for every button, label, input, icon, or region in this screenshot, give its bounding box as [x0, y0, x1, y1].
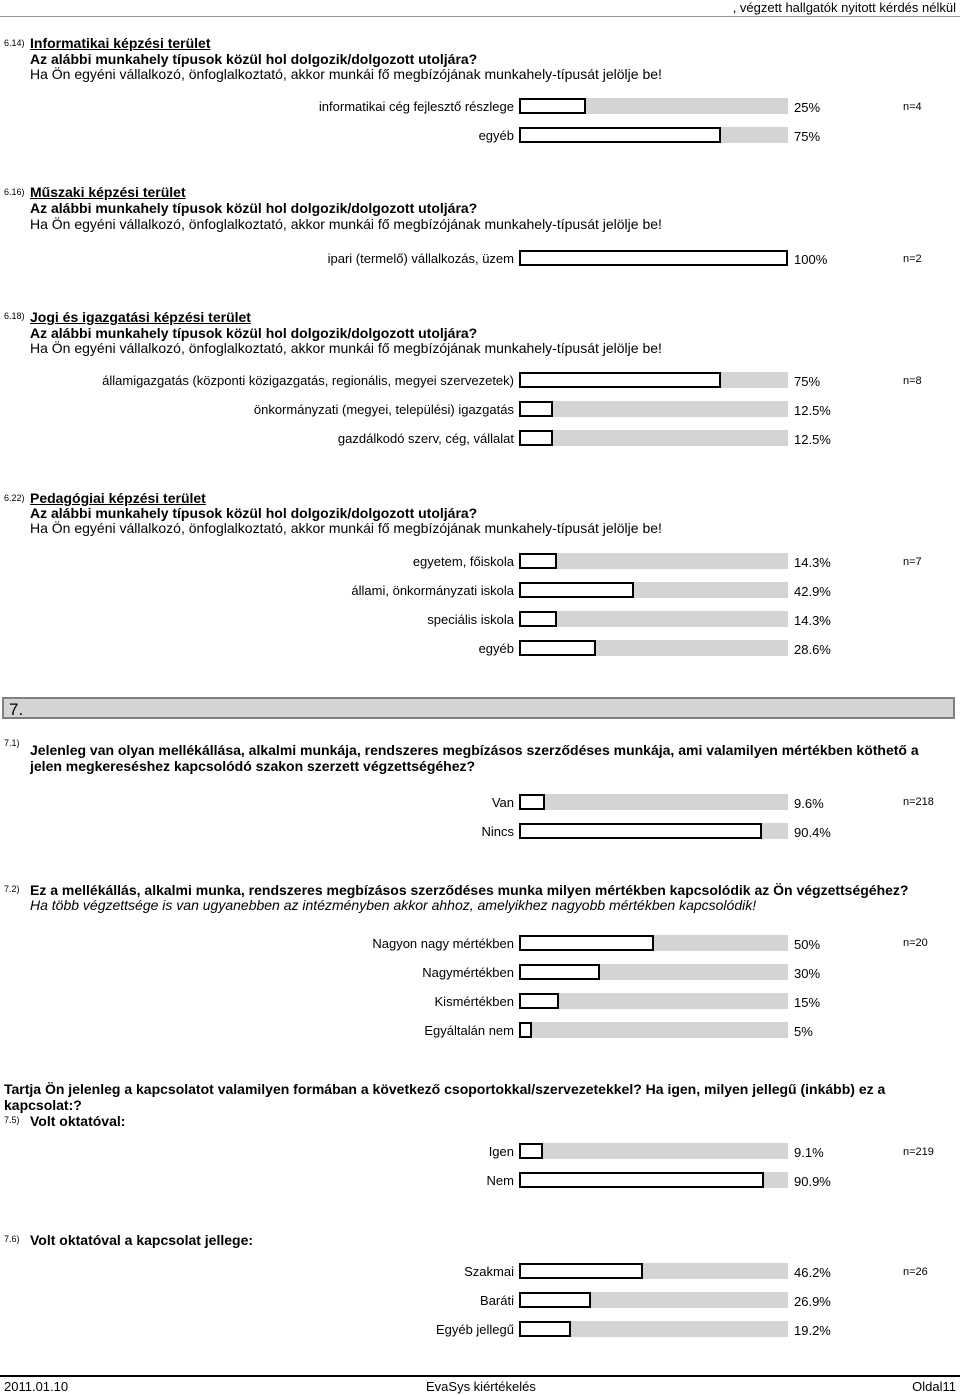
bar-fill [519, 1263, 643, 1279]
bar-track [519, 640, 788, 656]
sample-size: n=4 [903, 101, 922, 113]
question-number: 7.5) [4, 1115, 20, 1125]
answer-label: önkormányzati (megyei, települési) igazgatás [253, 402, 514, 417]
question-text: Ez a mellékállás, alkalmi munka, rendszeres megbízásos szerződéses munka milyen mértékben kapcsolódik az Ön végzettségéhez? [30, 882, 909, 898]
answer-label: informatikai cég fejlesztő részlege [318, 99, 514, 114]
question-number: 6.16) [4, 187, 25, 197]
answer-percent: 12.5% [794, 403, 831, 418]
bar-fill [519, 640, 596, 656]
bar-fill [519, 1172, 764, 1188]
bar-fill [519, 964, 600, 980]
bar-fill [519, 611, 557, 627]
answer-label: állami, önkormányzati iskola [351, 583, 514, 598]
question-note: Ha több végzettsége is van ugyanebben az intézményben akkor ahhoz, amelyikhez nagyobb mértékben kapcsolódik! [30, 897, 757, 913]
answer-percent: 30% [794, 966, 821, 981]
answer-percent: 14.3% [794, 555, 831, 570]
answer-label: Baráti [480, 1293, 514, 1308]
bar-track [519, 1172, 788, 1188]
bar-track [519, 401, 788, 417]
question-title: Volt oktatóval: [30, 1113, 126, 1129]
question-number: 6.14) [4, 38, 25, 48]
bar-fill [519, 1143, 543, 1159]
question-subtitle: Az alábbi munkahely típusok közül hol dolgozik/dolgozott utoljára? [30, 51, 478, 67]
question-number: 6.18) [4, 311, 25, 321]
answer-label: Igen [488, 1144, 514, 1159]
bar-fill [519, 823, 762, 839]
bar-track [519, 582, 788, 598]
answer-label: államigazgatás (központi közigazgatás, regionális, megyei szervezetek) [102, 373, 514, 388]
question-note: Ha Ön egyéni vállalkozó, önfoglalkoztató, akkor munkái fő megbízójának munkahely-típusát jelölje be! [30, 520, 662, 536]
bar-fill [519, 993, 559, 1009]
question-number: 7.2) [4, 884, 20, 894]
question-title: Műszaki képzési terület [30, 184, 186, 200]
bar-fill [519, 553, 557, 569]
bar-fill [519, 1022, 532, 1038]
bar-track [519, 1321, 788, 1337]
question-subtitle: Az alábbi munkahely típusok közül hol dolgozik/dolgozott utoljára? [30, 505, 478, 521]
bar-fill [519, 372, 721, 388]
question-title: Volt oktatóval a kapcsolat jellege: [30, 1232, 254, 1248]
bar-track [519, 964, 788, 980]
answer-percent: 19.2% [794, 1323, 831, 1338]
answer-label: egyéb [478, 128, 514, 143]
sample-size: n=7 [903, 556, 922, 568]
section-header: 7. [2, 697, 955, 719]
bar-fill [519, 127, 721, 143]
sample-size: n=20 [903, 937, 928, 949]
question-number: 7.1) [4, 738, 20, 748]
sample-size: n=26 [903, 1266, 928, 1278]
contact-question: Tartja Ön jelenleg a kapcsolatot valamilyen formában a következő csoportokkal/szervezetekkel? Ha igen, milyen jellegű (inkább) ez a kapcsolat:? [4, 1081, 886, 1113]
answer-percent: 90.4% [794, 825, 831, 840]
answer-label: Nagyon nagy mértékben [372, 936, 514, 951]
bar-fill [519, 250, 788, 266]
answer-percent: 46.2% [794, 1265, 831, 1280]
answer-percent: 100% [794, 252, 828, 267]
bar-fill [519, 401, 553, 417]
bar-fill [519, 935, 654, 951]
answer-label: Egyéb jellegű [435, 1322, 514, 1337]
question-title: Informatikai képzési terület [30, 35, 211, 51]
question-number: 6.22) [4, 493, 25, 503]
answer-percent: 15% [794, 995, 821, 1010]
answer-label: Kismértékben [434, 994, 514, 1009]
answer-percent: 9.6% [794, 796, 824, 811]
bar-track [519, 993, 788, 1009]
bar-fill [519, 582, 634, 598]
answer-percent: 26.9% [794, 1294, 831, 1309]
answer-percent: 25% [794, 100, 821, 115]
answer-label: Nagymértékben [422, 965, 514, 980]
bar-track [519, 250, 788, 266]
answer-label: Nem [486, 1173, 514, 1188]
page-header-title: , végzett hallgatók nyitott kérdés nélkül [732, 0, 956, 15]
question-subtitle: Az alábbi munkahely típusok közül hol dolgozik/dolgozott utoljára? [30, 200, 478, 216]
bar-track [519, 794, 788, 810]
bar-track [519, 372, 788, 388]
question-title: Jogi és igazgatási képzési terület [30, 309, 251, 325]
bar-track [519, 1143, 788, 1159]
header-divider [0, 16, 960, 17]
answer-percent: 14.3% [794, 613, 831, 628]
sample-size: n=219 [903, 1146, 934, 1158]
answer-label: Egyáltalán nem [424, 1023, 514, 1038]
bar-fill [519, 1292, 591, 1308]
bar-track [519, 611, 788, 627]
answer-label: Szakmai [464, 1264, 514, 1279]
bar-track [519, 98, 788, 114]
answer-label: gazdálkodó szerv, cég, vállalat [337, 431, 514, 446]
bar-track [519, 430, 788, 446]
question-text: Jelenleg van olyan mellékállása, alkalmi munkája, rendszeres megbízásos szerződéses munkája, ami valamilyen mértékben köthető a jelen megkereséshez kapcsolódó szakon szerzett végzettségéhez? [30, 742, 919, 774]
question-note: Ha Ön egyéni vállalkozó, önfoglalkoztató, akkor munkái fő megbízójának munkahely-típusát jelölje be! [30, 340, 662, 356]
question-title: Pedagógiai képzési terület [30, 490, 206, 506]
bar-track [519, 823, 788, 839]
bar-fill [519, 430, 553, 446]
answer-label: ipari (termelő) vállalkozás, üzem [327, 251, 514, 266]
answer-label: speciális iskola [427, 612, 514, 627]
question-subtitle: Az alábbi munkahely típusok közül hol dolgozik/dolgozott utoljára? [30, 325, 478, 341]
bar-fill [519, 98, 586, 114]
answer-percent: 75% [794, 129, 821, 144]
answer-label: Van [491, 795, 514, 810]
sample-size: n=218 [903, 796, 934, 808]
sample-size: n=2 [903, 253, 922, 265]
bar-track [519, 1022, 788, 1038]
answer-percent: 75% [794, 374, 821, 389]
bar-fill [519, 1321, 571, 1337]
answer-percent: 12.5% [794, 432, 831, 447]
question-number: 7.6) [4, 1234, 20, 1244]
answer-percent: 5% [794, 1024, 813, 1039]
footer-page: Oldal11 [912, 1379, 956, 1394]
answer-label: egyetem, főiskola [412, 554, 514, 569]
bar-track [519, 553, 788, 569]
bar-track [519, 935, 788, 951]
answer-percent: 9.1% [794, 1145, 824, 1160]
answer-percent: 50% [794, 937, 821, 952]
sample-size: n=8 [903, 375, 922, 387]
footer-date: 2011.01.10 [4, 1379, 69, 1394]
question-note: Ha Ön egyéni vállalkozó, önfoglalkoztató, akkor munkái fő megbízójának munkahely-típusát jelölje be! [30, 66, 662, 82]
bar-fill [519, 794, 545, 810]
answer-percent: 42.9% [794, 584, 831, 599]
bar-track [519, 1263, 788, 1279]
question-note: Ha Ön egyéni vállalkozó, önfoglalkoztató, akkor munkái fő megbízójának munkahely-típusát jelölje be! [30, 216, 662, 232]
answer-label: egyéb [478, 641, 514, 656]
footer-divider [0, 1375, 960, 1377]
answer-label: Nincs [481, 824, 514, 839]
footer-center: EvaSys kiértékelés [426, 1379, 536, 1394]
answer-percent: 28.6% [794, 642, 831, 657]
answer-percent: 90.9% [794, 1174, 831, 1189]
bar-track [519, 127, 788, 143]
bar-track [519, 1292, 788, 1308]
